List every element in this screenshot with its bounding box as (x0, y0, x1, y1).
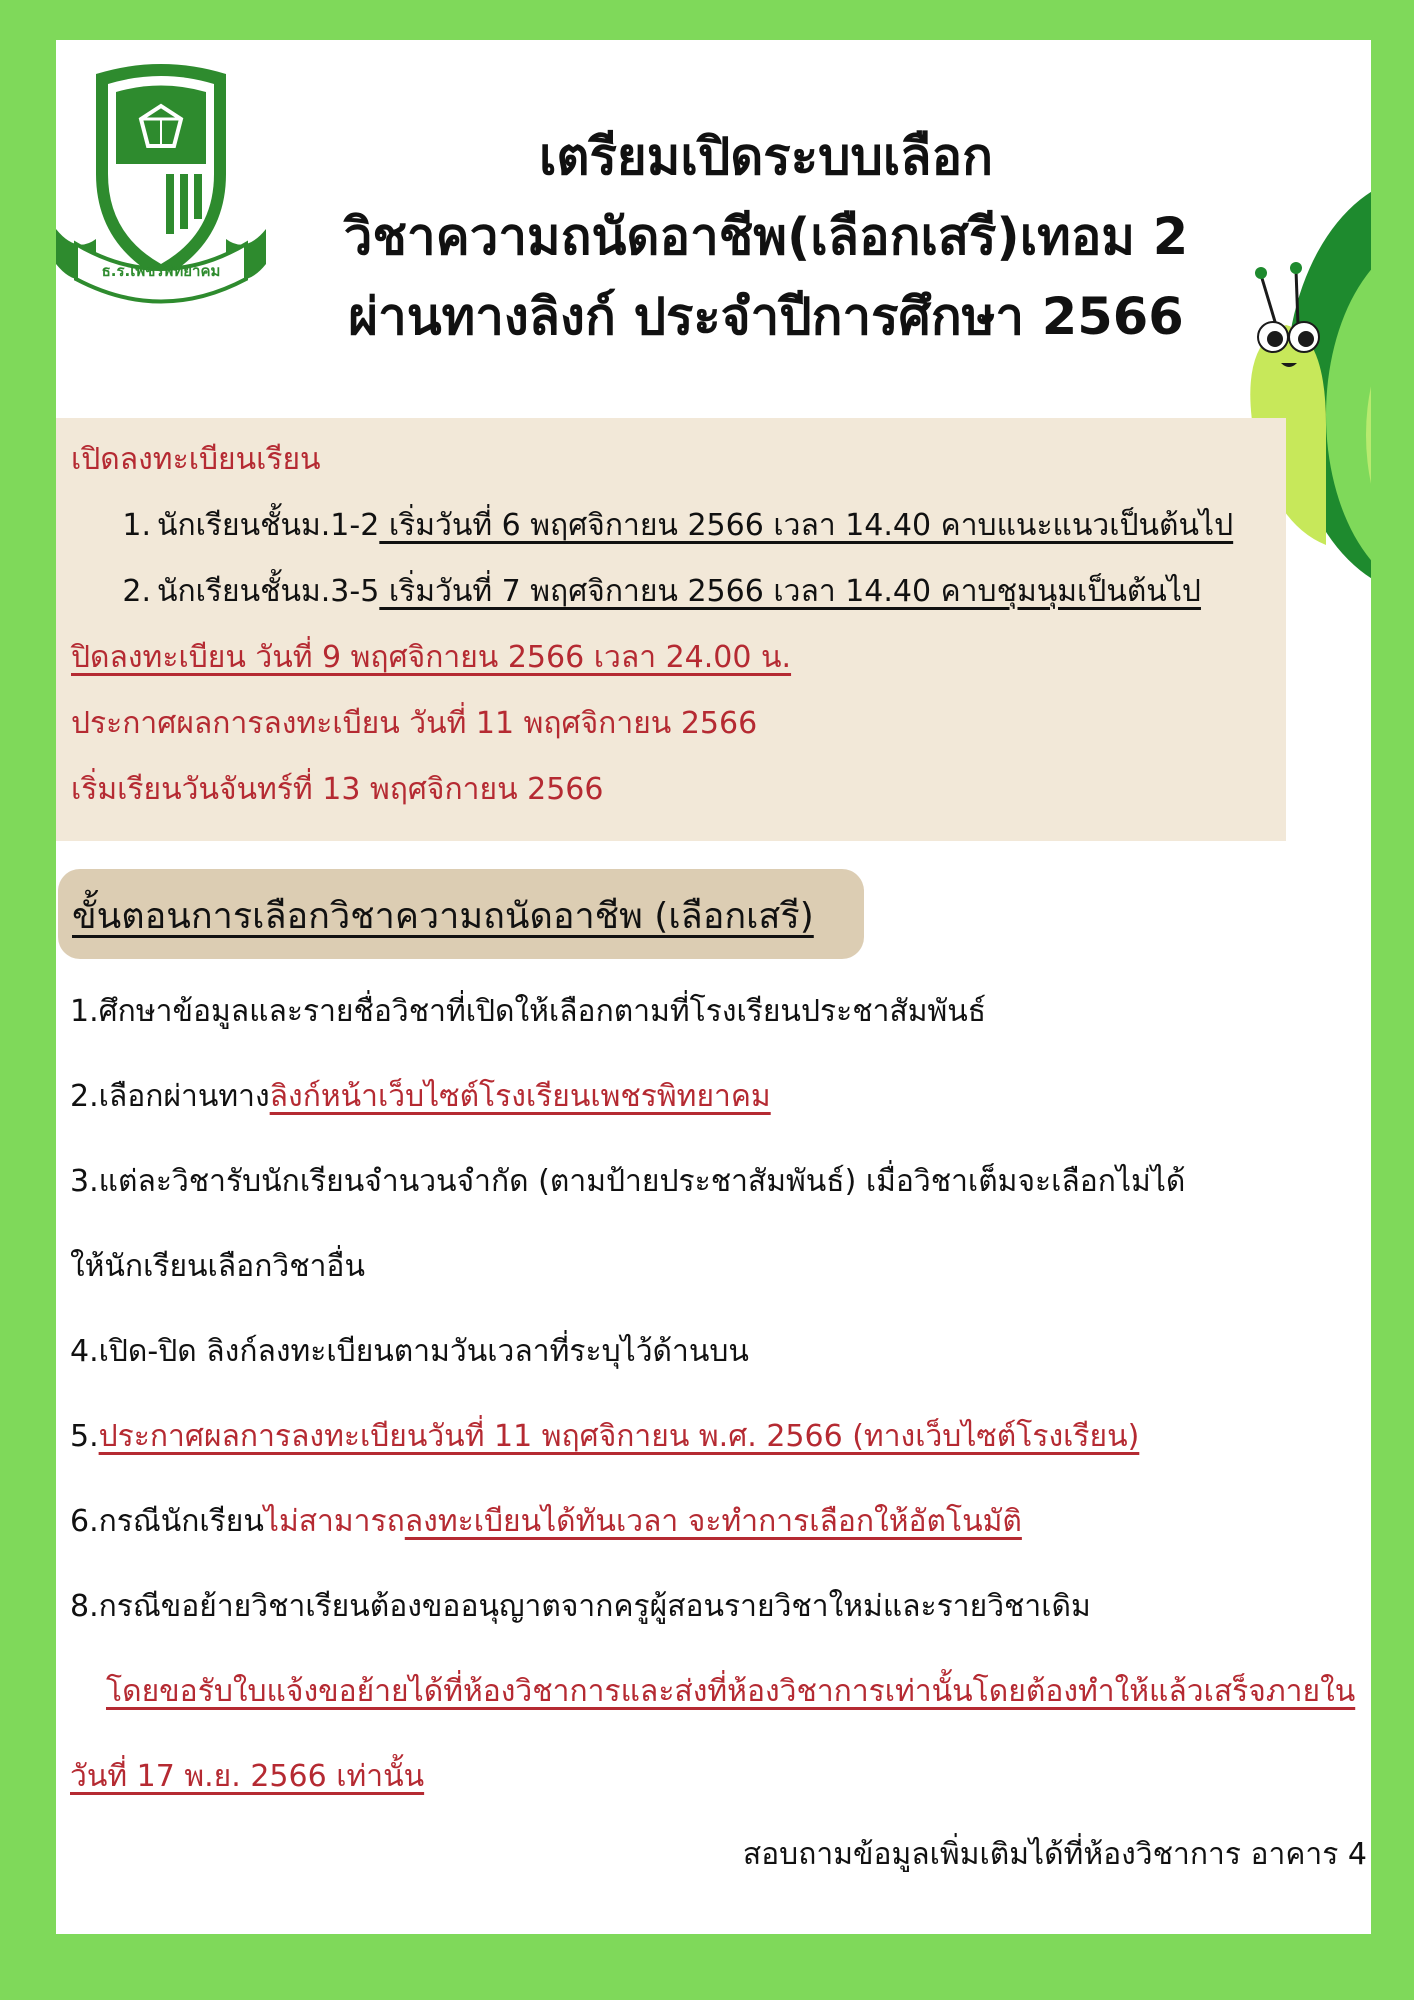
item-detail: เริ่มวันที่ 6 พฤศจิกายน 2566 เวลา 14.40 คาบแนะแนวเป็นต้นไป (379, 508, 1234, 543)
title-line-2: วิชาความถนัดอาชีพ(เลือกเสรี)เทอม 2 (343, 208, 1189, 267)
step-5 (70, 1413, 1139, 1460)
step-6-prefix: 6.กรณีนักเรียน (70, 1504, 264, 1539)
class-start-date: เริ่มเรียนวันจันทร์ที่ 13 พฤศจิกายน 2566 (71, 772, 604, 807)
school-website-link[interactable]: ลิงก์หน้าเว็บไซต์โรงเรียนเพชรพิทยาคม (269, 1079, 771, 1114)
step-6-note: ลงทะเบียนได้ทันเวลา จะทำการเลือกให้อัตโนมัติ (404, 1504, 1022, 1539)
registration-item (121, 502, 1233, 549)
results-announcement-date: ประกาศผลการลงทะเบียน วันที่ 11 พฤศจิกายน 2566 (71, 706, 758, 741)
step-8-note: โดยขอรับใบแจ้งขอย้ายได้ที่ห้องวิชาการและส่งที่ห้องวิชาการเท่านั้นโดยต้องทำให้แล้วเสร็จภายใน (106, 1674, 1356, 1709)
step-8: 8.กรณีขอย้ายวิชาเรียนต้องขออนุญาตจากครูผู้สอนรายวิชาใหม่และรายวิชาเดิม (70, 1589, 1091, 1624)
item-detail: เริ่มวันที่ 7 พฤศจิกายน 2566 เวลา 14.40 คาบชุมนุมเป็นต้นไป (379, 574, 1201, 609)
step-2-prefix: 2.เลือกผ่านทาง (70, 1079, 270, 1114)
step-4: 4.เปิด-ปิด ลิงก์ลงทะเบียนตามวันเวลาที่ระบุไว้ด้านบน (70, 1334, 749, 1369)
item-number: 2. (122, 574, 151, 609)
steps-heading: ขั้นตอนการเลือกวิชาความถนัดอาชีพ (เลือกเสรี) (72, 896, 814, 937)
school-logo (56, 54, 266, 309)
step-6 (70, 1498, 1022, 1545)
title-line-3: ผ่านทางลิงก์ ประจำปีการศึกษา 2566 (348, 288, 1184, 347)
step-6-emphasis: ไม่สามารถ (263, 1504, 405, 1539)
results-announcement-link[interactable]: ประกาศผลการลงทะเบียนวันที่ 11 พฤศจิกายน พ.ศ. 2566 (ทางเว็บไซต์โรงเรียน) (98, 1419, 1140, 1454)
step-8-deadline: วันที่ 17 พ.ย. 2566 เท่านั้น (70, 1759, 425, 1794)
svg-text:ธ.ร.เพชรพิทยาคม: ธ.ร.เพชรพิทยาคม (101, 262, 221, 280)
registration-heading: เปิดลงทะเบียนเรียน (71, 442, 321, 477)
step-3-continued: ให้นักเรียนเลือกวิชาอื่น (70, 1249, 365, 1284)
item-grade: นักเรียนชั้นม.1-2 (157, 508, 380, 543)
step-5-prefix: 5. (70, 1419, 99, 1454)
contact-info: สอบถามข้อมูลเพิ่มเติมได้ที่ห้องวิชาการ อาคาร 4 (742, 1837, 1367, 1872)
item-grade: นักเรียนชั้นม.3-5 (157, 574, 380, 609)
registration-info-panel (56, 418, 1286, 841)
step-2 (70, 1073, 771, 1120)
poster (56, 40, 1371, 1934)
step-1: 1.ศึกษาข้อมูลและรายชื่อวิชาที่เปิดให้เลือกตามที่โรงเรียนประชาสัมพันธ์ (70, 994, 987, 1029)
title-line-1: เตรียมเปิดระบบเลือก (538, 128, 994, 187)
registration-close-date: ปิดลงทะเบียน วันที่ 9 พฤศจิกายน 2566 เวลา 24.00 น. (71, 640, 792, 675)
registration-item (121, 568, 1201, 615)
item-number: 1. (122, 508, 151, 543)
step-3: 3.แต่ละวิชารับนักเรียนจำนวนจำกัด (ตามป้ายประชาสัมพันธ์) เมื่อวิชาเต็มจะเลือกไม่ได้ (70, 1164, 1186, 1199)
steps-heading-pill (58, 869, 864, 959)
page-title (266, 118, 1266, 358)
